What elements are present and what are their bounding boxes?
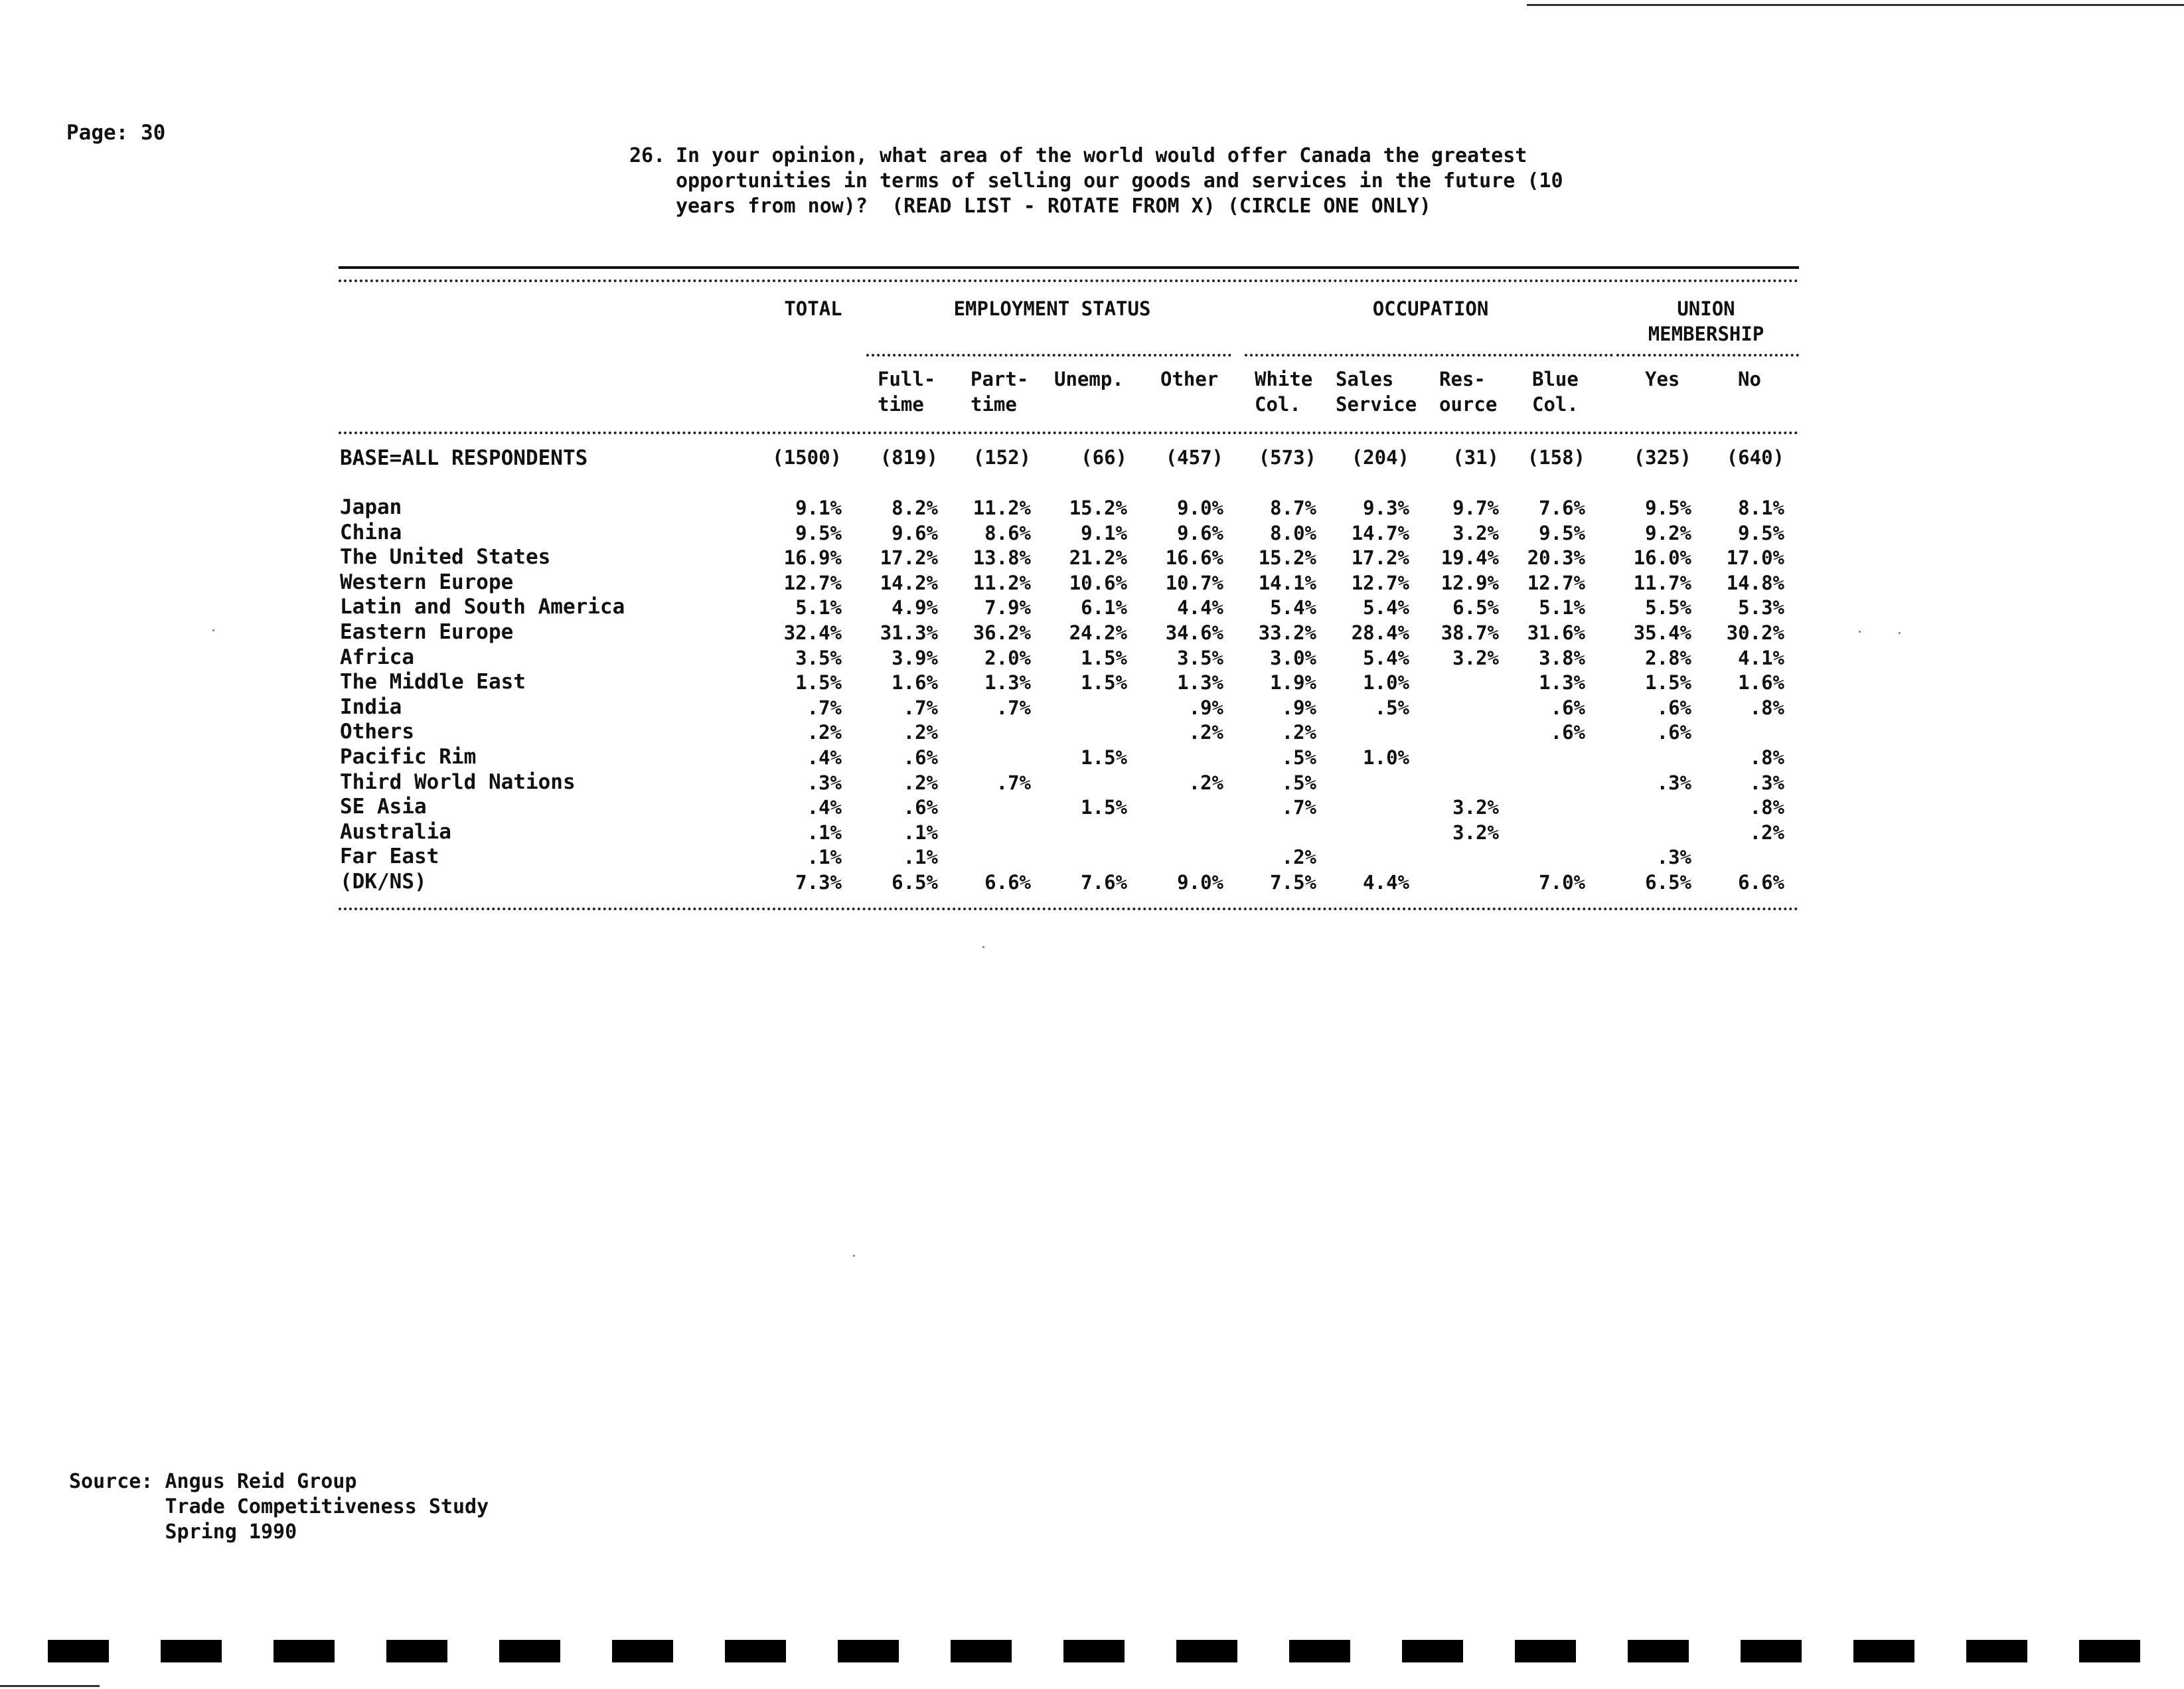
- table-cell: 3.2%: [1452, 522, 1499, 544]
- column-header-line: Yes: [1645, 368, 1680, 390]
- base-count-cell: (66): [1081, 446, 1127, 469]
- table-cell: .8%: [1749, 746, 1784, 769]
- table-cell: 14.8%: [1726, 572, 1784, 594]
- table-cell: .6%: [903, 746, 938, 769]
- table-cell: 8.7%: [1270, 497, 1316, 519]
- registration-mark: [273, 1640, 335, 1662]
- registration-mark: [1628, 1640, 1689, 1662]
- table-top-rule: [339, 266, 1799, 269]
- table-cell: 17.0%: [1726, 546, 1784, 569]
- table-cell: 7.0%: [1539, 871, 1585, 894]
- table-cell: .1%: [807, 821, 842, 844]
- table-cell: 9.1%: [795, 497, 842, 519]
- registration-mark: [1515, 1640, 1576, 1662]
- table-cell: 12.7%: [783, 572, 842, 594]
- column-header-line: Part-: [971, 368, 1029, 390]
- table-cell: .6%: [1656, 721, 1691, 744]
- row-label: Latin and South America: [340, 595, 625, 619]
- registration-mark: [2079, 1640, 2140, 1662]
- base-count-cell: (325): [1633, 446, 1691, 469]
- column-header-line: Col.: [1532, 393, 1579, 416]
- table-cell: 3.2%: [1452, 821, 1499, 844]
- row-label: SE Asia: [340, 795, 427, 819]
- table-cell: 4.1%: [1738, 647, 1784, 669]
- question-line: opportunities in terms of selling our goods and services in the future (10: [676, 169, 1563, 193]
- question: [629, 143, 1563, 219]
- table-cell: 20.3%: [1527, 546, 1585, 569]
- header-bottom-dashed-rule: [339, 432, 1799, 434]
- table-cell: 28.4%: [1351, 621, 1409, 644]
- table-top-dashed-rule: [339, 280, 1799, 282]
- table-cell: 3.2%: [1452, 647, 1499, 669]
- base-count-cell: (457): [1165, 446, 1223, 469]
- table-cell: 9.5%: [1738, 522, 1784, 544]
- table-bottom-dashed-rule: [339, 908, 1799, 910]
- registration-mark: [1063, 1640, 1125, 1662]
- table-cell: .5%: [1281, 771, 1316, 794]
- row-label: Third World Nations: [340, 770, 576, 794]
- table-cell: 3.0%: [1270, 647, 1316, 669]
- table-cell: 10.7%: [1165, 572, 1223, 594]
- base-count-cell: (31): [1452, 446, 1499, 469]
- group-header-union-membership: [1613, 296, 1799, 347]
- table-cell: .3%: [1656, 771, 1691, 794]
- base-count-cell: (640): [1726, 446, 1784, 469]
- column-header: [1532, 366, 1579, 417]
- table-cell: 7.6%: [1539, 497, 1585, 519]
- row-label: The Middle East: [340, 670, 526, 694]
- scan-speck: [1859, 631, 1861, 633]
- table-cell: .6%: [1656, 696, 1691, 719]
- row-label: The United States: [340, 545, 551, 569]
- row-label: China: [340, 521, 402, 544]
- column-header-line: Service: [1336, 393, 1417, 416]
- scan-speck: [1899, 632, 1901, 634]
- table-cell: 9.6%: [1177, 522, 1223, 544]
- source-line: Spring 1990: [69, 1520, 297, 1544]
- table-cell: 3.2%: [1452, 796, 1499, 819]
- table-cell: .6%: [1550, 696, 1585, 719]
- registration-mark: [499, 1640, 560, 1662]
- table-cell: 17.2%: [1351, 546, 1409, 569]
- table-cell: 2.8%: [1645, 647, 1691, 669]
- row-label: Africa: [340, 645, 414, 669]
- table-cell: .5%: [1281, 746, 1316, 769]
- table-cell: 35.4%: [1633, 621, 1691, 644]
- table-cell: 1.3%: [1539, 671, 1585, 694]
- table-cell: .6%: [903, 796, 938, 819]
- table-cell: 4.9%: [892, 596, 938, 619]
- registration-mark: [1176, 1640, 1237, 1662]
- registration-mark: [951, 1640, 1012, 1662]
- table-cell: 12.7%: [1527, 572, 1585, 594]
- registration-mark: [838, 1640, 899, 1662]
- column-header: [1738, 366, 1761, 392]
- base-count-cell: (158): [1527, 446, 1585, 469]
- table-cell: .4%: [807, 746, 842, 769]
- base-count-cell: (152): [973, 446, 1031, 469]
- table-cell: .2%: [1188, 721, 1223, 744]
- table-cell: 5.4%: [1363, 596, 1409, 619]
- table-cell: 9.1%: [1081, 522, 1127, 544]
- table-cell: 1.9%: [1270, 671, 1316, 694]
- table-cell: 5.4%: [1270, 596, 1316, 619]
- table-cell: 9.5%: [1645, 497, 1691, 519]
- registration-mark: [612, 1640, 673, 1662]
- table-cell: 14.2%: [880, 572, 938, 594]
- table-cell: .9%: [1281, 696, 1316, 719]
- registration-mark: [1741, 1640, 1802, 1662]
- scan-edge-line: [0, 1685, 100, 1687]
- table-cell: 30.2%: [1726, 621, 1784, 644]
- table-cell: 33.2%: [1258, 621, 1316, 644]
- table-cell: 1.0%: [1363, 671, 1409, 694]
- table-cell: 8.0%: [1270, 522, 1316, 544]
- registration-mark: [725, 1640, 786, 1662]
- registration-mark: [1853, 1640, 1914, 1662]
- row-label: India: [340, 695, 402, 719]
- group-header-employment-status: EMPLOYMENT STATUS: [953, 297, 1151, 320]
- registration-mark: [1402, 1640, 1463, 1662]
- table-cell: 3.5%: [1177, 647, 1223, 669]
- table-cell: .7%: [903, 696, 938, 719]
- table-cell: .1%: [903, 821, 938, 844]
- table-cell: .3%: [1749, 771, 1784, 794]
- base-count-cell: (819): [880, 446, 938, 469]
- group-header-total: TOTAL: [784, 297, 842, 320]
- column-header: [1336, 366, 1417, 417]
- base-count-cell: (573): [1258, 446, 1316, 469]
- table-cell: .4%: [807, 796, 842, 819]
- base-row-label: BASE=ALL RESPONDENTS: [340, 446, 588, 470]
- table-cell: 1.5%: [1081, 671, 1127, 694]
- table-cell: 7.6%: [1081, 871, 1127, 894]
- table-cell: .6%: [1550, 721, 1585, 744]
- table-cell: 6.5%: [1452, 596, 1499, 619]
- table-cell: 1.5%: [1081, 647, 1127, 669]
- table-cell: 8.2%: [892, 497, 938, 519]
- base-count-cell: (1500): [772, 446, 842, 469]
- table-cell: 10.6%: [1069, 572, 1127, 594]
- row-label: (DK/NS): [340, 870, 427, 894]
- registration-mark: [386, 1640, 447, 1662]
- table-cell: .5%: [1374, 696, 1409, 719]
- table-cell: 5.5%: [1645, 596, 1691, 619]
- table-cell: 5.1%: [1539, 596, 1585, 619]
- table-cell: 21.2%: [1069, 546, 1127, 569]
- question-line: In your opinion, what area of the world would offer Canada the greatest: [676, 144, 1527, 167]
- table-cell: 11.7%: [1633, 572, 1691, 594]
- table-cell: 9.0%: [1177, 871, 1223, 894]
- table-cell: 9.0%: [1177, 497, 1223, 519]
- table-cell: 3.9%: [892, 647, 938, 669]
- table-cell: 9.2%: [1645, 522, 1691, 544]
- registration-mark: [1966, 1640, 2027, 1662]
- table-cell: 12.7%: [1351, 572, 1409, 594]
- column-header: [878, 366, 935, 417]
- table-cell: 15.2%: [1258, 546, 1316, 569]
- row-label: Eastern Europe: [340, 620, 514, 644]
- scan-speck: [853, 1255, 855, 1257]
- page-number: Page: 30: [66, 121, 166, 145]
- column-header-line: No: [1738, 368, 1761, 390]
- table-cell: 32.4%: [783, 621, 842, 644]
- table-cell: 16.0%: [1633, 546, 1691, 569]
- group-header-occupation: OCCUPATION: [1372, 297, 1489, 320]
- table-cell: 4.4%: [1177, 596, 1223, 619]
- table-cell: 36.2%: [973, 621, 1031, 644]
- table-cell: 11.2%: [973, 497, 1031, 519]
- table-cell: 9.5%: [1539, 522, 1585, 544]
- table-cell: 9.5%: [795, 522, 842, 544]
- union-group-rule: [1616, 354, 1799, 357]
- table-cell: 1.5%: [795, 671, 842, 694]
- column-header: [1255, 366, 1312, 417]
- column-header-line: time: [878, 393, 924, 416]
- table-cell: 1.5%: [1081, 746, 1127, 769]
- column-header: [1645, 366, 1679, 392]
- table-cell: 7.9%: [984, 596, 1031, 619]
- table-cell: .2%: [1749, 821, 1784, 844]
- table-cell: 16.6%: [1165, 546, 1223, 569]
- table-cell: .1%: [807, 846, 842, 868]
- row-label: Australia: [340, 820, 451, 844]
- table-cell: 11.2%: [973, 572, 1031, 594]
- source-line: Source: Angus Reid Group: [69, 1470, 357, 1493]
- union-header-line: UNION: [1677, 297, 1735, 320]
- registration-mark: [48, 1640, 109, 1662]
- registration-mark: [161, 1640, 222, 1662]
- column-header: [971, 366, 1028, 417]
- table-cell: 31.6%: [1527, 621, 1585, 644]
- table-cell: 13.8%: [973, 546, 1031, 569]
- table-cell: .2%: [1281, 846, 1316, 868]
- table-cell: 1.6%: [892, 671, 938, 694]
- table-cell: 3.8%: [1539, 647, 1585, 669]
- scan-speck: [982, 946, 984, 948]
- table-cell: 31.3%: [880, 621, 938, 644]
- table-cell: .1%: [903, 846, 938, 868]
- column-header-line: Full-: [878, 368, 936, 390]
- table-cell: 34.6%: [1165, 621, 1223, 644]
- table-cell: 1.5%: [1645, 671, 1691, 694]
- table-cell: 15.2%: [1069, 497, 1127, 519]
- table-cell: 6.1%: [1081, 596, 1127, 619]
- table-cell: 4.4%: [1363, 871, 1409, 894]
- row-label: Japan: [340, 495, 402, 519]
- table-cell: .2%: [903, 771, 938, 794]
- question-line: years from now)? (READ LIST - ROTATE FROM X) (CIRCLE ONE ONLY): [676, 195, 1431, 218]
- column-header: [1054, 366, 1124, 392]
- column-header-line: Other: [1160, 368, 1219, 390]
- table-cell: 12.9%: [1441, 572, 1499, 594]
- column-header-line: Blue: [1532, 368, 1579, 390]
- table-cell: 24.2%: [1069, 621, 1127, 644]
- table-cell: 8.6%: [984, 522, 1031, 544]
- union-header-line: MEMBERSHIP: [1648, 323, 1764, 345]
- table-cell: 1.0%: [1363, 746, 1409, 769]
- column-header-line: Unemp.: [1054, 368, 1124, 390]
- table-cell: 17.2%: [880, 546, 938, 569]
- row-label: Pacific Rim: [340, 745, 477, 769]
- table-cell: 3.5%: [795, 647, 842, 669]
- column-header-line: time: [971, 393, 1017, 416]
- scan-edge-line: [1527, 4, 2184, 6]
- employment-group-rule: [866, 354, 1231, 357]
- table-cell: .2%: [903, 721, 938, 744]
- table-cell: 6.6%: [1738, 871, 1784, 894]
- table-cell: 19.4%: [1441, 546, 1499, 569]
- table-cell: 1.3%: [984, 671, 1031, 694]
- table-cell: 1.3%: [1177, 671, 1223, 694]
- question-number: 26.: [629, 144, 666, 167]
- column-header-line: Sales: [1336, 368, 1394, 390]
- table-cell: 6.5%: [1645, 871, 1691, 894]
- column-header-line: ource: [1439, 393, 1498, 416]
- table-cell: .2%: [1281, 721, 1316, 744]
- table-cell: 6.6%: [984, 871, 1031, 894]
- table-cell: 9.7%: [1452, 497, 1499, 519]
- table-cell: 5.1%: [795, 596, 842, 619]
- table-cell: 8.1%: [1738, 497, 1784, 519]
- table-cell: .3%: [807, 771, 842, 794]
- table-cell: .3%: [1656, 846, 1691, 868]
- column-header-line: White: [1255, 368, 1313, 390]
- column-header-line: Res-: [1439, 368, 1486, 390]
- table-cell: .7%: [996, 696, 1031, 719]
- table-cell: 9.3%: [1363, 497, 1409, 519]
- table-cell: .7%: [807, 696, 842, 719]
- table-cell: 14.7%: [1351, 522, 1409, 544]
- table-cell: .8%: [1749, 796, 1784, 819]
- table-cell: 38.7%: [1441, 621, 1499, 644]
- table-cell: .9%: [1188, 696, 1223, 719]
- table-cell: 2.0%: [984, 647, 1031, 669]
- scan-speck: [212, 629, 214, 631]
- table-cell: 16.9%: [783, 546, 842, 569]
- table-cell: 14.1%: [1258, 572, 1316, 594]
- row-label: Far East: [340, 844, 439, 868]
- table-cell: .8%: [1749, 696, 1784, 719]
- table-cell: .7%: [996, 771, 1031, 794]
- table-cell: 1.5%: [1081, 796, 1127, 819]
- table-cell: .2%: [807, 721, 842, 744]
- row-label: Others: [340, 720, 414, 744]
- table-cell: 7.5%: [1270, 871, 1316, 894]
- table-cell: 6.5%: [892, 871, 938, 894]
- column-header-line: Col.: [1255, 393, 1301, 416]
- table-cell: .2%: [1188, 771, 1223, 794]
- base-count-cell: (204): [1351, 446, 1409, 469]
- column-header: [1160, 366, 1218, 392]
- table-cell: .7%: [1281, 796, 1316, 819]
- source-line: Trade Competitiveness Study: [69, 1495, 489, 1518]
- occupation-group-rule: [1245, 354, 1613, 357]
- table-cell: 5.3%: [1738, 596, 1784, 619]
- table-cell: 1.6%: [1738, 671, 1784, 694]
- table-cell: 9.6%: [892, 522, 938, 544]
- source-note: [69, 1469, 489, 1545]
- column-header: [1439, 366, 1497, 417]
- table-cell: 7.3%: [795, 871, 842, 894]
- table-cell: 5.4%: [1363, 647, 1409, 669]
- row-label: Western Europe: [340, 570, 514, 594]
- registration-mark: [1289, 1640, 1350, 1662]
